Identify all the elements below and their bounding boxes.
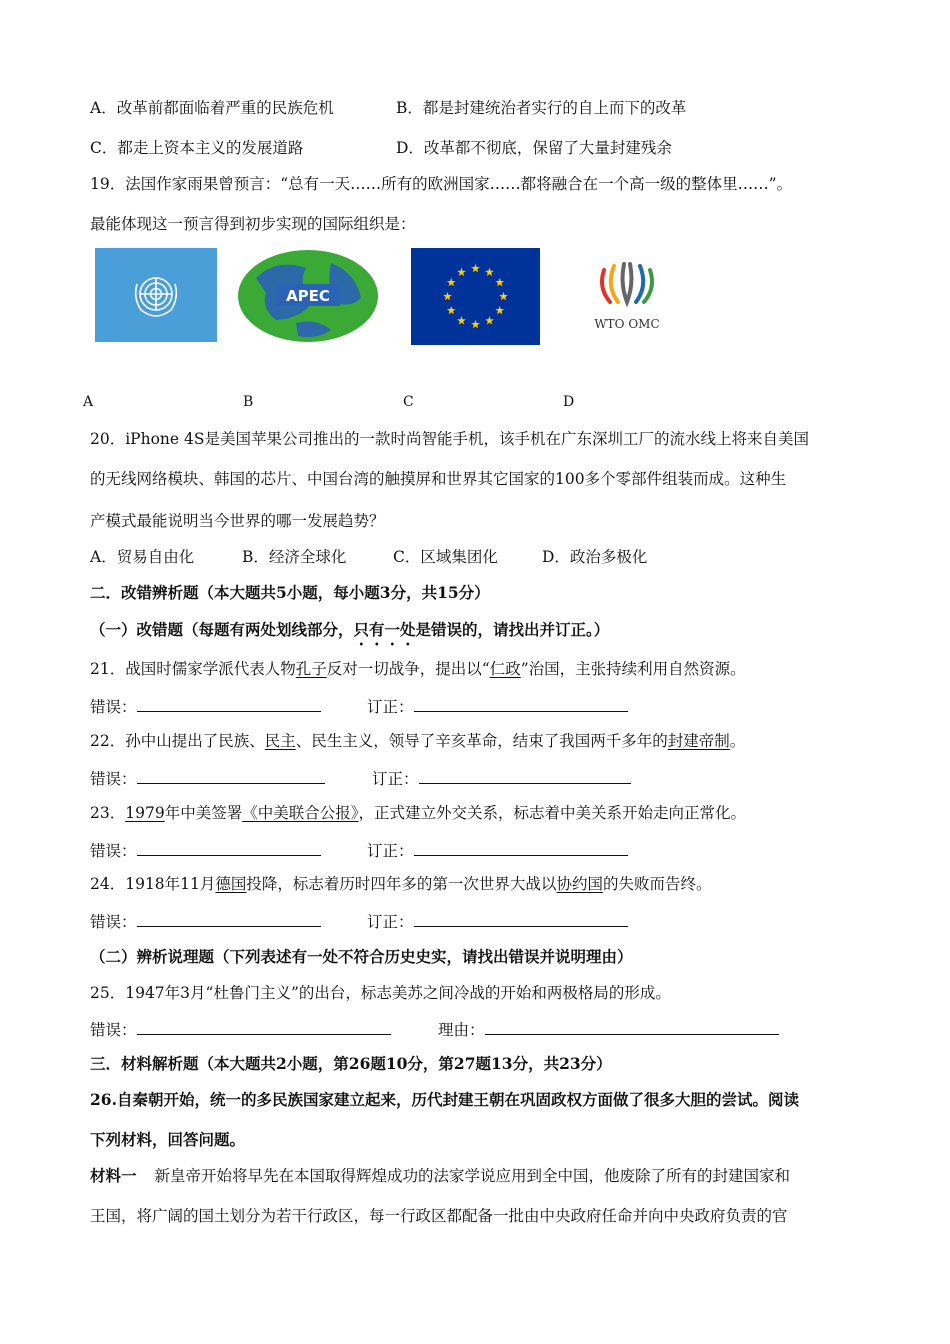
section2-sub2-title: （二）辨析说理题（下列表述有一处不符合历史史实，请找出错误并说明理由） — [90, 947, 633, 966]
q19-stem-line2: 最能体现这一预言得到初步实现的国际组织是： — [90, 215, 416, 233]
q23-fix-row — [367, 839, 628, 861]
q21-text-3: ”治国，主张持续利用自然资源。 — [520, 660, 746, 678]
q20-stem-line1: 20．iPhone 4S是美国苹果公司推出的一款时尚智能手机，该手机在广东深圳工厂的流水线上将来自美国 — [90, 430, 809, 448]
q25-reason-label: 理由： — [438, 1021, 485, 1039]
q22-fix-label: 订正： — [372, 770, 419, 788]
q22-stem — [90, 731, 745, 751]
q19-label-c: C — [403, 394, 414, 410]
q21-fix-blank[interactable] — [414, 695, 628, 712]
section2-title: 二．改错辨析题（本大题共5小题，每小题3分，共15分） — [90, 583, 490, 602]
q21-underline-1: 孔子 — [295, 660, 327, 678]
material1-label: 材料一 — [90, 1166, 137, 1185]
wto-text: WTO OMC — [594, 317, 660, 331]
q19-label-d: D — [563, 394, 575, 410]
q21-fix-row — [367, 695, 628, 717]
q21-answer-row — [90, 695, 321, 717]
q23-underline-1: 1979 — [125, 804, 165, 822]
q20-option-c: C．区域集团化 — [393, 548, 498, 566]
un-flag-image — [95, 248, 217, 342]
section2-sub1-title — [90, 620, 609, 649]
q19-label-a: A — [83, 394, 94, 410]
q25-error-label: 错误： — [90, 1021, 137, 1039]
apec-text: APEC — [286, 287, 330, 305]
q21-stem — [90, 659, 746, 679]
q23-text-3: ，正式建立外交关系，标志着中美关系开始走向正常化。 — [358, 804, 746, 822]
q20-option-a: A．贸易自由化 — [90, 548, 195, 566]
q23-fix-label: 订正： — [367, 842, 414, 860]
q22-underline-2: 封建帝制 — [667, 732, 730, 750]
q22-error-label: 错误： — [90, 770, 137, 788]
q25-answer-row — [90, 1018, 391, 1040]
q21-error-blank[interactable] — [137, 695, 321, 712]
q22-underline-1: 民主 — [264, 732, 296, 750]
q24-underline-2: 协约国 — [556, 875, 603, 893]
sub1-text-a: （一）改错题（每题有两处划线部分， — [90, 620, 354, 639]
q18-option-d: D．改革都不彻底，保留了大量封建残余 — [396, 139, 672, 157]
q20-stem-line3: 产模式最能说明当今世界的哪一发展趋势？ — [90, 512, 385, 530]
q26-stem-line1: 26.自秦朝开始，统一的多民族国家建立起来，历代封建王朝在巩固政权方面做了很多大胆的尝试。阅读 — [90, 1090, 799, 1109]
eu-flag-image — [411, 248, 540, 345]
section3-title: 三．材料解析题（本大题共2小题，第26题10分，第27题13分，共23分） — [90, 1054, 612, 1073]
apec-logo-image — [236, 248, 380, 344]
q23-stem — [90, 803, 746, 823]
q24-underline-1: 德国 — [215, 875, 247, 893]
q23-fix-blank[interactable] — [414, 839, 628, 856]
q24-error-blank[interactable] — [137, 910, 321, 927]
q22-text-2: 、民生主义，领导了辛亥革命，结束了我国两千多年的 — [295, 732, 668, 750]
q22-answer-row — [90, 767, 325, 789]
q21-text-2: 反对一切战争，提出以“ — [326, 660, 490, 678]
q23-underline-2: 《中美联合公报》 — [242, 804, 359, 822]
q24-text-3: 的失败而告终。 — [602, 875, 712, 893]
wto-logo-image — [566, 248, 688, 344]
q25-stem: 25．1947年3月“杜鲁门主义”的出台，标志美苏之间冷战的开始和两极格局的形成。 — [90, 984, 671, 1002]
q21-error-label: 错误： — [90, 698, 137, 716]
q24-stem — [90, 874, 711, 894]
q23-text-1: 23． — [90, 804, 126, 822]
q18-option-a: A．改革前都面临着严重的民族危机 — [90, 99, 334, 117]
q24-text-1: 24．1918年11月 — [90, 875, 216, 893]
q21-fix-label: 订正： — [367, 698, 414, 716]
q25-reason-blank[interactable] — [485, 1018, 779, 1035]
q24-fix-row — [367, 910, 628, 932]
q25-reason-row — [438, 1018, 779, 1040]
sub1-text-c: 是错误的，请找出并订正。） — [415, 620, 610, 639]
q24-answer-row — [90, 910, 321, 932]
q19-label-b: B — [243, 394, 254, 410]
q24-error-label: 错误： — [90, 913, 137, 931]
q23-answer-row — [90, 839, 321, 861]
q26-stem-line2: 下列材料，回答问题。 — [90, 1130, 246, 1149]
q20-option-b: B．经济全球化 — [242, 548, 347, 566]
q19-stem-line1: 19．法国作家雨果曾预言：“总有一天……所有的欧洲国家……都将融合在一个高一级的整体里……”。 — [90, 175, 793, 193]
q24-fix-blank[interactable] — [414, 910, 628, 927]
material1-text-1: 新皇帝开始将早先在本国取得辉煌成功的法家学说应用到全中国，他废除了所有的封建国家和 — [154, 1167, 791, 1185]
q21-underline-2: 仁政 — [489, 660, 521, 678]
q23-error-label: 错误： — [90, 842, 137, 860]
q25-error-blank[interactable] — [137, 1018, 391, 1035]
q20-option-d: D．政治多极化 — [542, 548, 648, 566]
q18-option-b: B．都是封建统治者实行的自上而下的改革 — [396, 99, 687, 117]
q22-error-blank[interactable] — [137, 767, 325, 784]
q23-text-2: 年中美签署 — [164, 804, 243, 822]
q22-fix-row — [372, 767, 631, 789]
q22-text-1: 22．孙中山提出了民族、 — [90, 732, 265, 750]
sub1-emphasis: 只有一处 — [353, 620, 416, 639]
q18-option-c: C．都走上资本主义的发展道路 — [90, 139, 304, 157]
material1-line1 — [90, 1166, 790, 1186]
q24-text-2: 投降，标志着历时四年多的第一次世界大战以 — [246, 875, 557, 893]
q24-fix-label: 订正： — [367, 913, 414, 931]
q23-error-blank[interactable] — [137, 839, 321, 856]
q20-stem-line2: 的无线网络模块、韩国的芯片、中国台湾的触摸屏和世界其它国家的100多个零部件组装而成。这种生 — [90, 470, 787, 488]
q22-fix-blank[interactable] — [419, 767, 631, 784]
material1-line2: 王国，将广阔的国土划分为若干行政区，每一行政区都配备一批由中央政府任命并向中央政府负责的官 — [90, 1207, 788, 1225]
q21-text-1: 21．战国时儒家学派代表人物 — [90, 660, 296, 678]
q22-text-3: 。 — [729, 732, 746, 750]
